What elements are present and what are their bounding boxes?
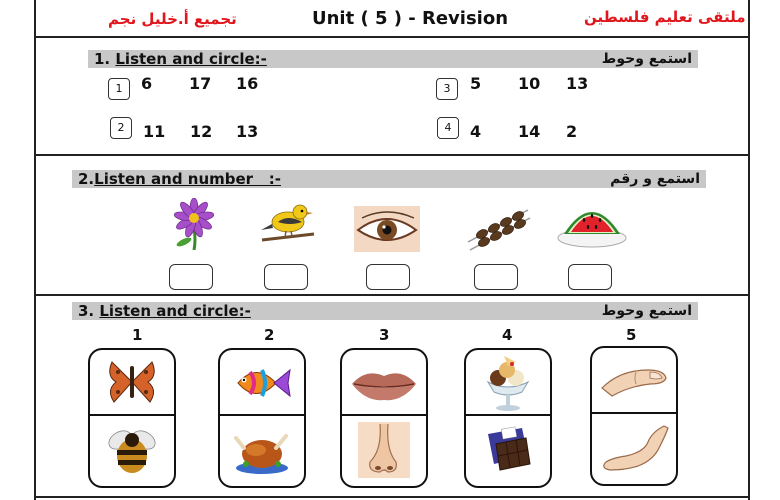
card-divider bbox=[220, 414, 304, 416]
section1-heading bbox=[88, 50, 698, 68]
kebab-image bbox=[466, 204, 532, 252]
picture-card bbox=[464, 348, 552, 488]
divider bbox=[34, 294, 748, 296]
flower-image bbox=[164, 198, 224, 250]
section3-title-ar: استمع وحوط bbox=[601, 303, 692, 319]
item-number-box: 4 bbox=[437, 117, 459, 139]
page-title: Unit ( 5 ) - Revision bbox=[312, 8, 509, 29]
answer-choice[interactable]: 11 bbox=[143, 122, 166, 141]
picture-card bbox=[218, 348, 306, 488]
section3-heading bbox=[72, 302, 698, 320]
picture-card bbox=[88, 348, 176, 488]
answer-box[interactable] bbox=[264, 264, 308, 290]
lips-image[interactable] bbox=[348, 364, 420, 404]
answer-choice[interactable]: 4 bbox=[470, 122, 482, 141]
divider bbox=[34, 154, 748, 156]
leg-image[interactable] bbox=[598, 422, 670, 474]
divider bbox=[34, 496, 748, 498]
bird-image bbox=[258, 200, 318, 248]
picture-card bbox=[590, 346, 678, 486]
answer-box[interactable] bbox=[568, 264, 612, 290]
answer-choice[interactable]: 16 bbox=[236, 74, 259, 93]
answer-choice[interactable]: 13 bbox=[236, 122, 259, 141]
answer-choice[interactable]: 12 bbox=[190, 122, 213, 141]
section1-number: 1. bbox=[94, 50, 111, 68]
section2-heading bbox=[72, 170, 706, 188]
answer-choice[interactable]: 6 bbox=[141, 74, 153, 93]
divider bbox=[34, 36, 748, 38]
finger-image[interactable] bbox=[600, 362, 670, 402]
answer-choice[interactable]: 5 bbox=[470, 74, 482, 93]
eye-image bbox=[354, 206, 420, 252]
nose-image[interactable] bbox=[358, 422, 410, 478]
source-credit: ملتقى تعليم فلسطين bbox=[584, 8, 746, 26]
ice-cream-image[interactable] bbox=[482, 352, 534, 412]
section2-number: 2. bbox=[78, 170, 95, 188]
card-divider bbox=[90, 414, 174, 416]
butterfly-image[interactable] bbox=[106, 356, 158, 408]
item-number-box: 1 bbox=[108, 78, 130, 100]
chocolate-image[interactable] bbox=[482, 426, 534, 474]
item-number-box: 2 bbox=[110, 117, 132, 139]
answer-choice[interactable]: 14 bbox=[518, 122, 541, 141]
answer-box[interactable] bbox=[169, 264, 213, 290]
answer-choice[interactable]: 17 bbox=[189, 74, 212, 93]
card-divider bbox=[592, 412, 676, 414]
column-number: 5 bbox=[626, 326, 637, 344]
column-number: 2 bbox=[264, 326, 275, 344]
author-credit: تجميع أ.خليل نجم bbox=[108, 10, 237, 28]
answer-choice[interactable]: 10 bbox=[518, 74, 541, 93]
bee-image[interactable] bbox=[104, 422, 160, 478]
picture-card bbox=[340, 348, 428, 488]
chicken-image[interactable] bbox=[232, 424, 292, 478]
card-divider bbox=[342, 414, 426, 416]
answer-choice[interactable]: 13 bbox=[566, 74, 589, 93]
section3-number: 3. bbox=[78, 302, 95, 320]
section1-title: Listen and circle:- bbox=[115, 50, 267, 68]
item-number-box: 3 bbox=[436, 78, 458, 100]
section3-title: Listen and circle:- bbox=[99, 302, 251, 320]
column-number: 1 bbox=[132, 326, 143, 344]
section2-title-ar: استمع و رقم bbox=[610, 171, 700, 187]
watermelon-image bbox=[556, 200, 628, 250]
section1-title-ar: استمع وحوط bbox=[601, 51, 692, 67]
fish-image[interactable] bbox=[232, 360, 292, 406]
answer-box[interactable] bbox=[366, 264, 410, 290]
column-number: 4 bbox=[502, 326, 513, 344]
card-divider bbox=[466, 414, 550, 416]
answer-box[interactable] bbox=[474, 264, 518, 290]
section2-title: Listen and number :- bbox=[94, 170, 281, 188]
answer-choice[interactable]: 2 bbox=[566, 122, 578, 141]
column-number: 3 bbox=[379, 326, 390, 344]
